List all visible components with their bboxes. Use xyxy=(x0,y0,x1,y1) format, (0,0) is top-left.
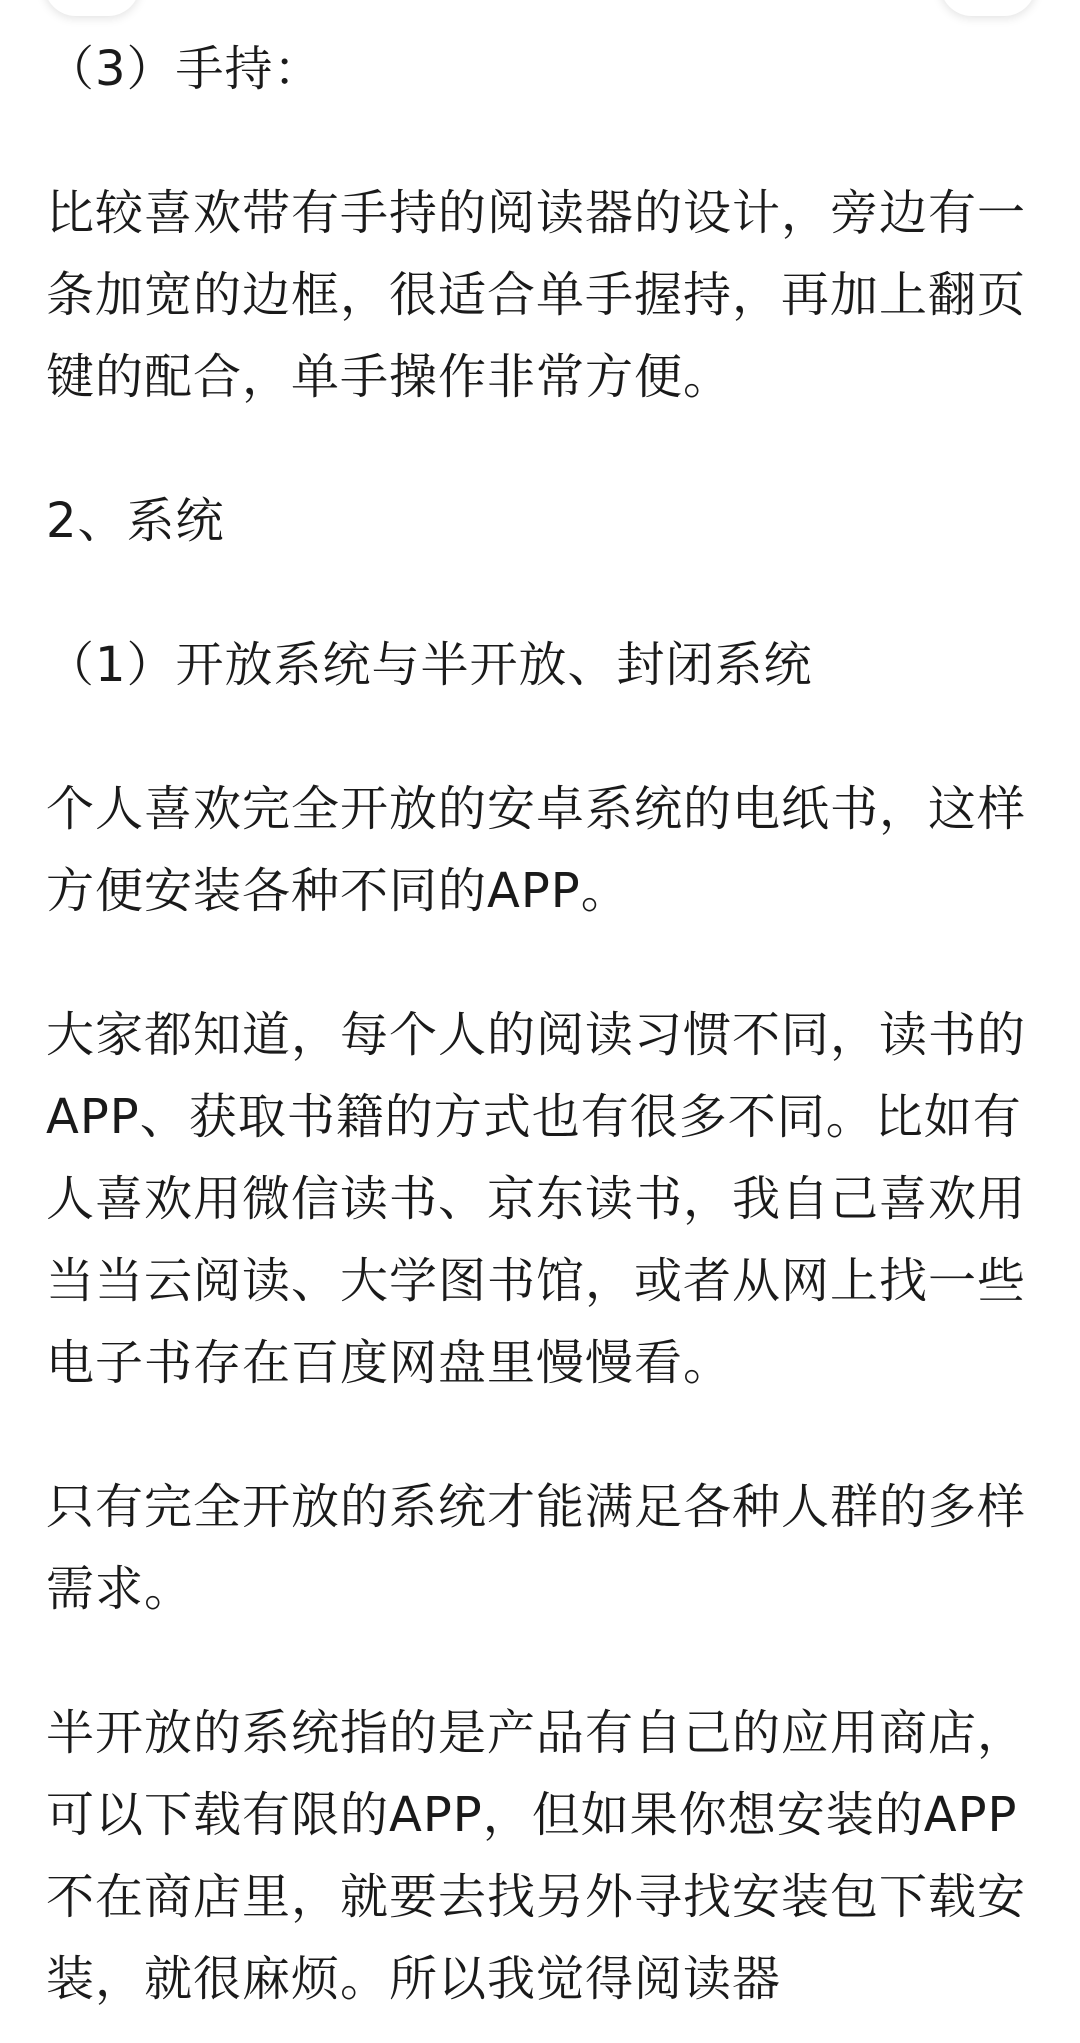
paragraph: 大家都知道，每个人的阅读习惯不同，读书的APP、获取书籍的方式也有很多不同。比如有人喜欢用微信读书、京东读书，我自己喜欢用当当云阅读、大学图书馆，或者从网上找一些电子书存在百度网盘里慢慢看。 xyxy=(46,1007,1027,1391)
article-body xyxy=(46,28,1036,2020)
paragraph: 个人喜欢完全开放的安卓系统的电纸书，这样方便安装各种不同的APP。 xyxy=(46,781,1027,919)
section-heading-open-system: （1）开放系统与半开放、封闭系统 xyxy=(46,637,813,693)
more-button[interactable] xyxy=(940,0,1036,16)
paragraph: 只有完全开放的系统才能满足各种人群的多样需求。 xyxy=(46,1479,1027,1617)
section-heading-system: 2、系统 xyxy=(46,493,225,549)
paragraph: 比较喜欢带有手持的阅读器的设计，旁边有一条加宽的边框，很适合单手握持，再加上翻页键的配合，单手操作非常方便。 xyxy=(46,185,1027,405)
paragraph: 半开放的系统指的是产品有自己的应用商店，可以下载有限的APP，但如果你想安装的APP不在商店里，就要去找另外寻找安装包下载安装，就很麻烦。所以我觉得阅读器 xyxy=(46,1705,1027,2007)
section-heading-handheld: （3）手持： xyxy=(46,41,323,97)
back-button[interactable] xyxy=(44,0,140,16)
